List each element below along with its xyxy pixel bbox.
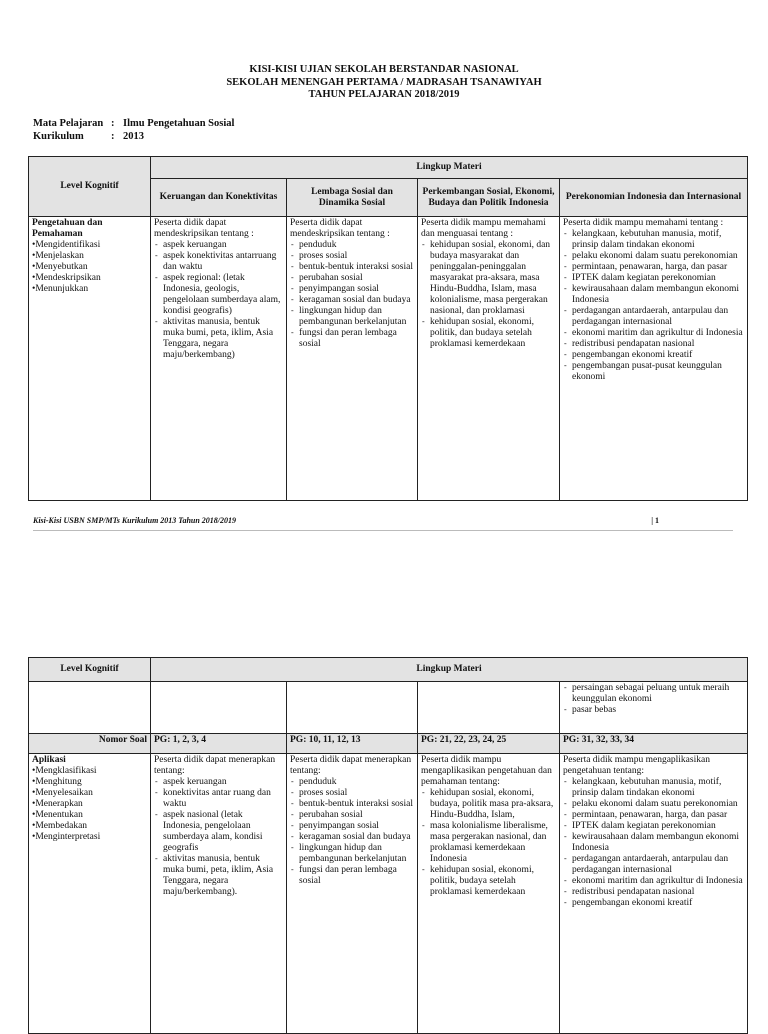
continuation-empty-cell — [151, 682, 287, 734]
list-item: - aktivitas manusia, bentuk muka bumi, peta, iklim, Asia Tenggara, negara maju/berkembang). — [154, 854, 283, 898]
cell-items-list — [563, 777, 744, 909]
list-item: - kewirausahaan dalam membangun ekonomi Indonesia — [563, 832, 744, 854]
list-item: - keragaman sosial dan budaya — [290, 295, 414, 306]
curriculum-label: Kurikulum — [33, 130, 84, 142]
cell-items-list — [154, 240, 283, 361]
cell-keruangan — [151, 754, 287, 1034]
list-item: - ekonomi maritim dan agrikultur di Indonesia — [563, 328, 744, 339]
cell-perkembangan — [418, 754, 560, 1034]
list-item: - redistribusi pendapatan nasional — [563, 887, 744, 898]
cell-intro: Peserta didik mampu memahami dan menguasai tentang : — [421, 218, 546, 239]
list-item: - persaingan sebagai peluang untuk meraih keunggulan ekonomi — [563, 683, 744, 705]
list-item: - penduduk — [290, 240, 414, 251]
cell-items-list — [563, 229, 744, 383]
kisi-kisi-table-page-1 — [28, 156, 748, 501]
column-header-1: Keruangan dan Konektivitas — [151, 179, 287, 217]
list-item: - kehidupan sosial, ekonomi, politik, budaya setelah proklamasi kemerdekaan — [421, 865, 556, 898]
list-item: - pengembangan ekonomi kreatif — [563, 350, 744, 361]
verb-item: • Menjelaskan — [32, 251, 147, 262]
footer-text: Kisi-Kisi USBN SMP/MTs Kurikulum 2013 Tahun 2018/2019 — [33, 516, 237, 525]
list-item: - lingkungan hidup dan pembangunan berkelanjutan — [290, 843, 414, 865]
cell-keruangan — [151, 217, 287, 501]
list-item: - permintaan, penawaran, harga, dan pasar — [563, 810, 744, 821]
list-item: - kelangkaan, kebutuhan manusia, motif, prinsip dalam tindakan ekonomi — [563, 229, 744, 251]
cell-intro: Peserta didik mampu mengaplikasikan pengetahuan dan pemahaman tentang: — [421, 755, 552, 787]
cell-lembaga-sosial — [287, 754, 418, 1034]
column-header-4: Perekonomian Indonesia dan Internasional — [560, 179, 748, 217]
list-item: - konektivitas antar ruang dan waktu — [154, 788, 283, 810]
list-item: - pasar bebas — [563, 705, 744, 716]
document-title-line-1: KISI-KISI UJIAN SEKOLAH BERSTANDAR NASIONAL — [249, 64, 519, 75]
column-header-3: Perkembangan Sosial, Ekonomi, Budaya dan Politik Indonesia — [418, 179, 560, 217]
list-item: - kehidupan sosial, ekonomi, dan budaya masyarakat dan peninggalan-peninggalan masyarakat pra-aksara, masa Hindu-Buddha, Islam, masa kolonialisme, masa pergerakan nasional, dan proklamasi — [421, 240, 556, 317]
list-item: - pelaku ekonomi dalam suatu perekonomian — [563, 251, 744, 262]
cell-perekonomian — [560, 217, 748, 501]
verb-item: • Menyelesaikan — [32, 788, 147, 799]
list-item: - kehidupan sosial, ekonomi, politik, dan budaya setelah proklamasi kemerdekaan — [421, 317, 556, 350]
list-item: - IPTEK dalam kegiatan perekonomian — [563, 273, 744, 284]
list-item: - pengembangan pusat-pusat keunggulan ekonomi — [563, 361, 744, 383]
cell-intro: Peserta didik dapat menerapkan tentang: — [154, 755, 276, 776]
list-item: - lingkungan hidup dan pembangunan berkelanjutan — [290, 306, 414, 328]
cell-perkembangan — [418, 217, 560, 501]
list-item: - ekonomi maritim dan agrikultur di Indonesia — [563, 876, 744, 887]
level-kognitif-header: Level Kognitif — [29, 658, 151, 682]
list-item: - perdagangan antardaerah, antarpulau dan perdagangan internasional — [563, 306, 744, 328]
list-item: - proses sosial — [290, 251, 414, 262]
verb-item: • Mengklasifikasi — [32, 766, 147, 777]
cell-lembaga-sosial — [287, 217, 418, 501]
list-item: - penyimpangan sosial — [290, 821, 414, 832]
document-meta — [33, 118, 234, 143]
list-item: - kewirausahaan dalam membangun ekonomi Indonesia — [563, 284, 744, 306]
cell-items-list — [563, 683, 744, 716]
nomor-soal-col-2: PG: 10, 11, 12, 13 — [287, 734, 418, 754]
curriculum-value: 2013 — [123, 130, 144, 142]
list-item: - masa kolonialisme liberalisme, masa pergerakan nasional, dan proklamasi kemerdekaan Indonesia — [421, 821, 556, 865]
continuation-cell-perekonomian — [560, 682, 748, 734]
nomor-soal-label: Nomor Soal — [29, 734, 151, 754]
document-title-line-2: SEKOLAH MENENGAH PERTAMA / MADRASAH TSANAWIYAH — [226, 76, 542, 88]
list-item: - penduduk — [290, 777, 414, 788]
cell-intro: Peserta didik dapat menerapkan tentang: — [290, 755, 412, 776]
verb-item: • Menyebutkan — [32, 262, 147, 273]
list-item: - penyimpangan sosial — [290, 284, 414, 295]
verb-item: • Mengidentifikasi — [32, 240, 147, 251]
level-cell-aplikasi — [29, 754, 151, 1034]
document-title-block — [0, 64, 768, 102]
kisi-kisi-table-page-2 — [28, 657, 748, 1034]
nomor-soal-col-1: PG: 1, 2, 3, 4 — [151, 734, 287, 754]
list-item: - aspek keruangan — [154, 240, 283, 251]
list-item: - permintaan, penawaran, harga, dan pasar — [563, 262, 744, 273]
list-item: - fungsi dan peran lembaga sosial — [290, 865, 414, 887]
document-page-2 — [0, 560, 768, 1024]
cell-items-list — [154, 777, 283, 898]
footer-divider — [33, 530, 733, 531]
level-cell-pengetahuan — [29, 217, 151, 501]
list-item: - redistribusi pendapatan nasional — [563, 339, 744, 350]
list-item: - perdagangan antardaerah, antarpulau dan perdagangan internasional — [563, 854, 744, 876]
list-item: - aspek nasional (letak Indonesia, pengelolaan sumberdaya alam, kondisi geografis — [154, 810, 283, 854]
list-item: - perubahan sosial — [290, 273, 414, 284]
list-item: - aspek regional: (letak Indonesia, geologis, pengelolaan sumberdaya alam, kondisi geografis) — [154, 273, 283, 317]
list-item: - bentuk-bentuk interaksi sosial — [290, 262, 414, 273]
list-item: - kehidupan sosial, ekonomi, budaya, politik masa pra-aksara, Hindu-Buddha, Islam, — [421, 788, 556, 821]
verb-item: • Menghitung — [32, 777, 147, 788]
subject-label: Mata Pelajaran — [33, 118, 104, 129]
level-title: Aplikasi — [32, 755, 66, 765]
verb-item: • Menginterpretasi — [32, 832, 147, 843]
cell-items-list — [290, 240, 414, 350]
nomor-soal-col-4: PG: 31, 32, 33, 34 — [560, 734, 748, 754]
cell-intro: Peserta didik mampu memahami tentang : — [563, 218, 724, 228]
page-footer — [33, 516, 733, 525]
continuation-empty-cell — [418, 682, 560, 734]
list-item: - IPTEK dalam kegiatan perekonomian — [563, 821, 744, 832]
cell-items-list — [421, 788, 556, 898]
list-item: - aktivitas manusia, bentuk muka bumi, peta, iklim, Asia Tenggara, negara maju/berkembang) — [154, 317, 283, 361]
verb-item: • Menentukan — [32, 810, 147, 821]
column-header-2: Lembaga Sosial dan Dinamika Sosial — [287, 179, 418, 217]
cell-intro: Peserta didik dapat mendeskripsikan tentang : — [290, 218, 390, 239]
document-title-line-3: TAHUN PELAJARAN 2018/2019 — [308, 89, 460, 100]
list-item: - aspek keruangan — [154, 777, 283, 788]
cell-items-list — [421, 240, 556, 350]
list-item: - fungsi dan peran lembaga sosial — [290, 328, 414, 350]
level-verbs-list — [32, 766, 147, 843]
list-item: - pengembangan ekonomi kreatif — [563, 898, 744, 909]
cell-intro: Peserta didik mampu mengaplikasikan pengetahuan tentang: — [563, 755, 710, 776]
verb-item: • Menunjukkan — [32, 284, 147, 295]
lingkup-materi-header: Lingkup Materi — [151, 658, 748, 682]
subject-value: Ilmu Pengetahuan Sosial — [123, 118, 235, 129]
nomor-soal-col-3: PG: 21, 22, 23, 24, 25 — [418, 734, 560, 754]
page-number: | 1 — [651, 516, 659, 525]
list-item: - keragaman sosial dan budaya — [290, 832, 414, 843]
list-item: - bentuk-bentuk interaksi sosial — [290, 799, 414, 810]
cell-items-list — [290, 777, 414, 887]
page-gap — [0, 536, 768, 560]
verb-item: • Mendeskripsikan — [32, 273, 147, 284]
subject-colon: : — [111, 118, 115, 129]
level-title: Pengetahuan dan Pemahaman — [32, 218, 103, 239]
list-item: - proses sosial — [290, 788, 414, 799]
level-kognitif-header: Level Kognitif — [29, 157, 151, 217]
list-item: - pelaku ekonomi dalam suatu perekonomian — [563, 799, 744, 810]
curriculum-colon: : — [111, 130, 115, 142]
continuation-empty-cell — [29, 682, 151, 734]
lingkup-materi-header: Lingkup Materi — [151, 157, 748, 179]
cell-intro: Peserta didik dapat mendeskripsikan tentang : — [154, 218, 254, 239]
list-item: - aspek konektivitas antarruang dan waktu — [154, 251, 283, 273]
list-item: - kelangkaan, kebutuhan manusia, motif, prinsip dalam tindakan ekonomi — [563, 777, 744, 799]
verb-item: • Membedakan — [32, 821, 147, 832]
continuation-empty-cell — [287, 682, 418, 734]
list-item: - perubahan sosial — [290, 810, 414, 821]
cell-perekonomian — [560, 754, 748, 1034]
level-verbs-list — [32, 240, 147, 295]
verb-item: • Menerapkan — [32, 799, 147, 810]
